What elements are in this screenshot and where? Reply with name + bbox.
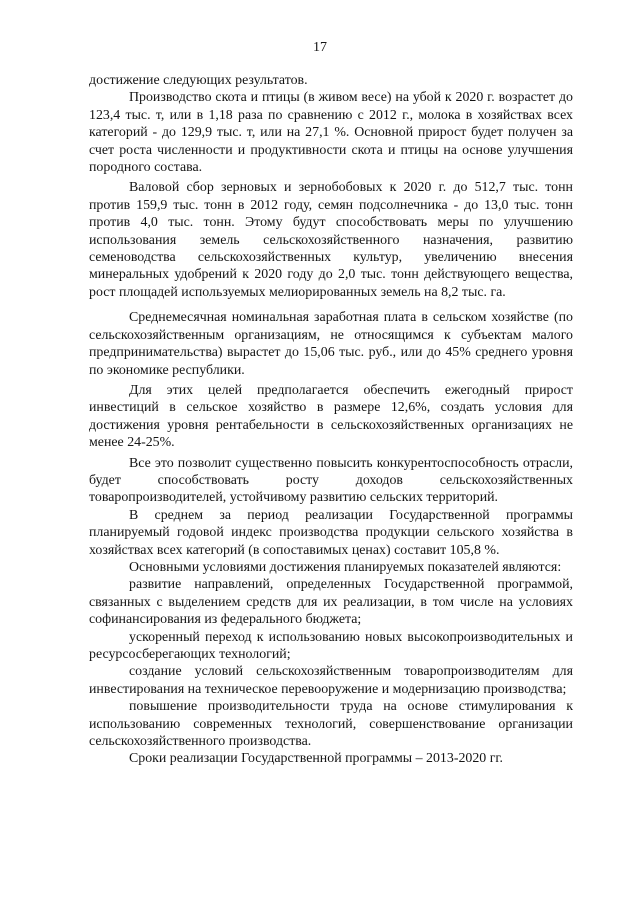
page-number: 17 (313, 40, 327, 55)
paragraph-intro: достижение следующих результатов. (89, 73, 308, 88)
paragraph-conditions-heading: Основными условиями достижения планируемых показателей являются: (129, 559, 562, 575)
paragraph-competitiveness: Все это позволит существенно повысить конкурентоспособность отрасли, будет способствовать росту доходов сельскохозяйственных товаропроизводителей, устойчивому развитию сельских территорий. (89, 455, 573, 506)
list-item-productivity: повышение производительности труда на основе стимулирования к использованию современных технологий, совершенствование организации сельскохозяйственного производства. (89, 699, 573, 750)
paragraph-timeline: Сроки реализации Государственной программы – 2013-2020 гг. (129, 751, 503, 767)
list-item-investment-conditions: создание условий сельскохозяйственным товаропроизводителям для инвестирования на техническое перевооружение и модернизацию производства; (89, 664, 573, 697)
paragraph-production-index: В среднем за период реализации Государственной программы планируемый годовой индекс производства продукции сельского хозяйства в хозяйствах всех категорий (в сопоставимых ценах) составит 105,8 %. (89, 507, 573, 558)
paragraph-wages: Среднемесячная номинальная заработная плата в сельском хозяйстве (по сельскохозяйственным организациям, не относящимся к субъектам малого предпринимательства) вырастет до 15,06 тыс. руб., или до 45% среднего уровня по экономике республики. (89, 310, 573, 378)
list-item-technologies: ускоренный переход к использованию новых высокопроизводительных и ресурсосберегающих технологий; (89, 629, 573, 662)
paragraph-grain: Валовой сбор зерновых и зернобобовых к 2020 г. до 512,7 тыс. тонн против 159,9 тыс. тонн в 2012 году, семян подсолнечника - до 13,0 тыс. тонн против 4,0 тыс. тонн. Этому будут способствовать меры по улучшению использования земель сельскохозяйственного назначения, развитию семеноводства сельскохозяйственных культур, увеличению внесения минеральных удобрений к 2020 году до 2,0 тыс. тонн действующего вещества, рост площадей используемых мелиорированных земель на 8,2 тыс. га. (89, 180, 573, 300)
paragraph-livestock: Производство скота и птицы (в живом весе) на убой к 2020 г. возрастет до 123,4 тыс. т, или в 1,18 раза по сравнению с 2012 г., молока в хозяйствах всех категорий - до 129,9 тыс. т, или на 27,1 %. Основной прирост будет получен за счет роста численности и продуктивности скота и птицы на основе улучшения породного состава. (89, 90, 573, 176)
list-item-directions: развитие направлений, определенных Государственной программой, связанных с выделением средств для их реализации, в том числе на условиях софинансирования из федерального бюджета; (89, 577, 573, 628)
paragraph-investment: Для этих целей предполагается обеспечить ежегодный прирост инвестиций в сельское хозяйство в размере 12,6%, создать условия для достижения уровня рентабельности в сельскохозяйственных организациях не менее 24-25%. (89, 382, 573, 451)
document-body (89, 72, 573, 768)
